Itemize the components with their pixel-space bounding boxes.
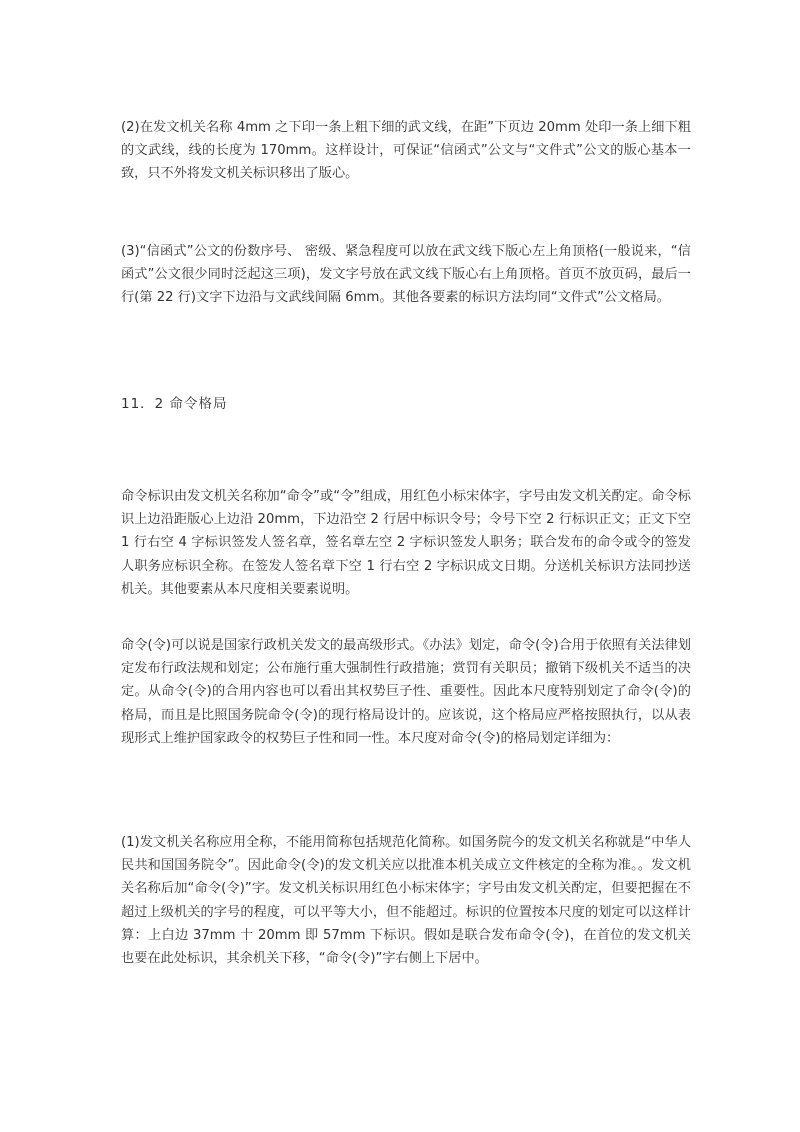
paragraph-command-authority: 命令(令)可以说是国家行政机关发文的最高级形式。《办法》划定，命令(令)合用于依照有关法律划定发布行政法规和划定；公布施行重大强制性行政措施；赏罚有关职员；撤销下级机关不适当的决定。从命令(令)的合用内容也可以看出其权势巨子性、重要性。因此本尺度特别划定了命令(令)的格局，而且是比照国务院命令(令)的现行格局设计的。应该说，这个格局应严格按照执行，以从表现形式上维护国家政令的权势巨子性和同一性。本尺度对命令(令)的格局划定详细为： (121, 638, 691, 746)
paragraph-letter-format-elements: (3)“信函式”公文的份数序号、 密级、紧急程度可以放在武文线下版心左上角顶格(一般说来，“信函式”公文很少同时泛起这三项)，发文字号放在武文线下版心右上角顶格。首页不放页码，最后一行(第 22 行)文字下边沿与文武线间隔 6mm。其他各要素的标识方法均同“文件式”公文格局。 (121, 244, 691, 306)
section-heading-command-format: 11．2 命令格局 (121, 396, 228, 412)
paragraph-command-identification: 命令标识由发文机关名称加“命令”或“令”组成，用红色小标宋体字，字号由发文机关酌定。命令标识上边沿距版心上边沿 20mm，下边沿空 2 行居中标识令号；令号下空 2 行标识正文；正文下空 1 行右空 4 字标识签发人签名章，签名章左空 2 字标识签发人职务；联合发布的命令或令的签发人职务应标识全称。在签发人签名章下空 1 行右空 2 字标识成文日期。分送机关标识方法同抄送机关。其他要素从本尺度相关要素说明。 (121, 489, 691, 597)
paragraph-letter-format-line-rules: (2)在发文机关名称 4mm 之下印一条上粗下细的武文线，在距”下页边 20mm 处印一条上细下粗的文武线，线的长度为 170mm。这样设计，可保证“信函式”公文与“文件式”公文的版心基本一致，只不外将发文机关标识移出了版心。 (121, 120, 691, 182)
paragraph-issuing-authority-name: (1)发文机关名称应用全称，不能用简称包括规范化简称。如国务院今的发文机关名称就是“中华人民共和国国务院令”。因此命令(令)的发文机关应以批准本机关成立文件核定的全称为准。。发文机关名称后加“命令(令)”字。发文机关标识用红色小标宋体字；字号由发文机关酌定，但要把握在不超过上级机关的字号的程度，可以平等大小，但不能超过。标识的位置按本尺度的划定可以这样计算：上白边 37mm 十 20mm 即 57mm 下标识。假如是联合发布命令(令)，在首位的发文机关也要在此处标识，其余机关下移，“命令(令)”字右侧上下居中。 (121, 835, 691, 967)
